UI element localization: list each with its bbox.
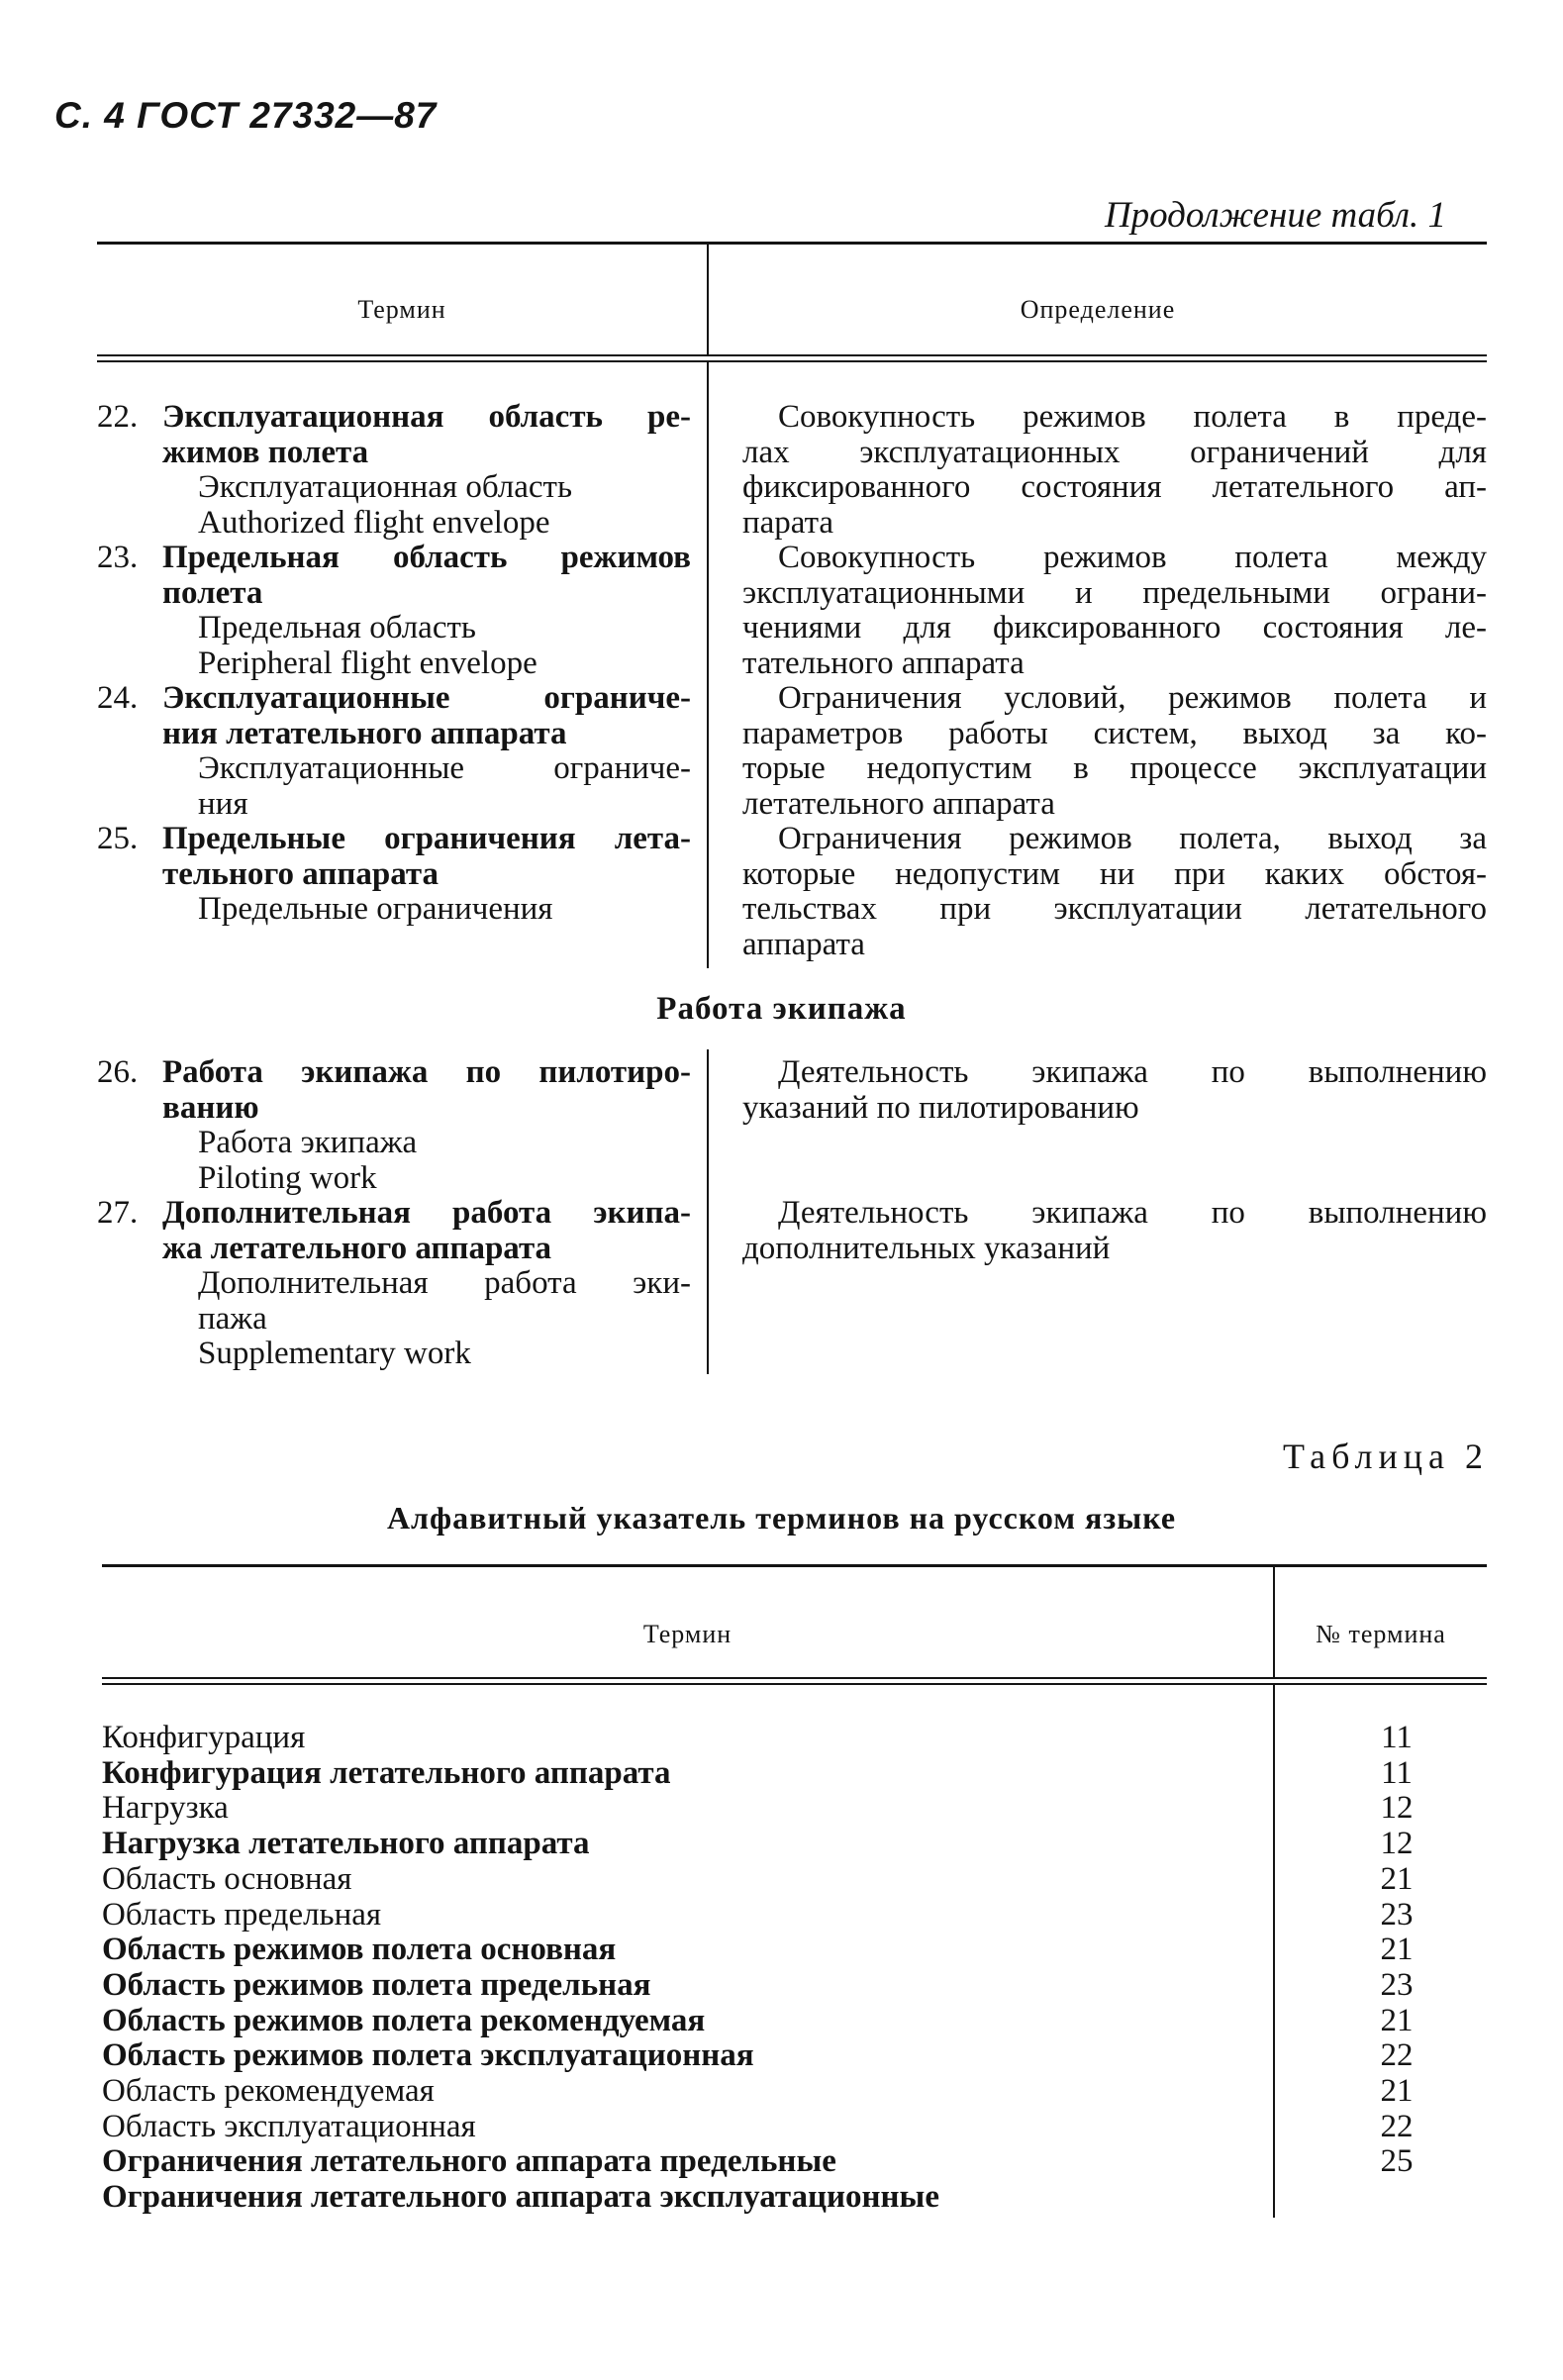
index-term: Нагрузка xyxy=(102,1790,229,1827)
table1-top-rule xyxy=(97,242,1487,245)
term-entry xyxy=(97,822,691,928)
index-term: Область эксплуатационная xyxy=(102,2108,476,2144)
index-term: Область режимов полета эксплуатационная xyxy=(102,2037,754,2074)
term-synonym-line: Piloting work xyxy=(198,1159,377,1196)
term-number: 26. xyxy=(97,1054,139,1090)
table2-term-column-header: Термин xyxy=(642,1620,733,1648)
table1-column-divider xyxy=(707,362,709,968)
term-entry xyxy=(97,1055,691,1196)
term-name-line: Предельная область режимов xyxy=(162,540,691,575)
index-term: Ограничения летательного аппарата эксплуатационные xyxy=(102,2179,939,2216)
term-name-line: Работа экипажа по пилотиро- xyxy=(162,1054,691,1090)
term-synonym-line: Supplementary work xyxy=(198,1336,471,1371)
term-synonym-line: ния xyxy=(198,785,248,822)
definition-line: Ограничения условий, режимов полета и xyxy=(778,680,1487,716)
term-synonym-line: Предельная область xyxy=(198,610,476,645)
term-name-line: полета xyxy=(162,574,263,611)
table1-header-rule xyxy=(97,354,1487,356)
term-synonym-line: Эксплуатационная область xyxy=(198,469,573,505)
index-term-number: 11 xyxy=(1381,1720,1413,1755)
table1-definition-column-header: Определение xyxy=(1020,295,1176,324)
term-name-line: Дополнительная работа экипа- xyxy=(162,1195,691,1231)
definition-line: дополнительных указаний xyxy=(742,1230,1111,1266)
index-term-number: 23 xyxy=(1380,1966,1414,2003)
index-term-number: 12 xyxy=(1380,1790,1414,1827)
term-synonym-line: Эксплуатационные ограниче- xyxy=(198,750,691,786)
term-synonym-line: Предельные ограничения xyxy=(198,891,553,927)
index-term-number: 21 xyxy=(1380,1932,1414,1968)
term-name-line: жа летательного аппарата xyxy=(162,1230,552,1266)
definition-line: чениями для фиксированного состояния ле- xyxy=(742,610,1487,645)
definition-line: лах эксплуатационных ограничений для xyxy=(742,434,1487,470)
term-name-line: ванию xyxy=(162,1089,259,1126)
table2-title: Алфавитный указатель терминов на русском языке xyxy=(386,1500,1177,1536)
definition-entry xyxy=(742,541,1487,681)
index-term-number: 22 xyxy=(1380,2037,1414,2074)
table2-top-rule xyxy=(102,1564,1487,1567)
definition-line: указаний по пилотированию xyxy=(742,1089,1139,1126)
term-name-line: Предельные ограничения лета- xyxy=(162,821,691,856)
index-term-number: 21 xyxy=(1380,2002,1414,2038)
term-synonym-line: Peripheral flight envelope xyxy=(198,645,537,681)
definition-entry xyxy=(742,1055,1487,1126)
table2-header-rule xyxy=(102,1677,1487,1679)
term-body xyxy=(162,400,691,541)
definition-entry xyxy=(742,1196,1487,1266)
definition-line: эксплуатационными и предельными ограни- xyxy=(742,574,1487,611)
term-body xyxy=(162,541,691,681)
term-entry xyxy=(97,400,691,541)
index-term: Конфигурация xyxy=(102,1720,306,1755)
term-entry xyxy=(97,541,691,681)
term-number: 23. xyxy=(97,540,139,575)
index-term-number: 21 xyxy=(1380,1860,1414,1897)
term-name-line: жимов полета xyxy=(162,434,369,470)
term-synonym-line: Authorized flight envelope xyxy=(198,504,550,541)
page-reference: С. 4 ГОСТ 27332—87 xyxy=(54,95,438,136)
definition-line: летательного аппарата xyxy=(742,785,1055,822)
index-term-number: 23 xyxy=(1380,1896,1414,1933)
term-number: 27. xyxy=(97,1195,139,1231)
term-entry xyxy=(97,681,691,822)
term-number: 24. xyxy=(97,680,139,716)
index-term-number: 12 xyxy=(1380,1826,1414,1862)
term-synonym-line: пажа xyxy=(198,1300,267,1337)
definition-line: Совокупность режимов полета в преде- xyxy=(778,399,1487,435)
index-term-number xyxy=(1326,2180,1467,2216)
term-entry xyxy=(97,1196,691,1372)
index-term: Область режимов полета основная xyxy=(102,1932,617,1968)
term-name-line: Эксплуатационная область ре- xyxy=(162,399,691,435)
definition-line: тельствах при эксплуатации летательного xyxy=(742,891,1487,927)
definition-line: которые недопустим ни при каких обстоя- xyxy=(742,855,1487,892)
table-continuation-note: Продолжение табл. 1 xyxy=(1104,195,1446,236)
index-term-number: 22 xyxy=(1380,2108,1414,2144)
table1-term-column-header: Термин xyxy=(357,295,446,324)
term-body xyxy=(162,1196,691,1372)
definition-entry xyxy=(742,822,1487,962)
term-name-line: ния летательного аппарата xyxy=(162,715,567,751)
table2-column-divider xyxy=(1273,1685,1275,2218)
definition-entry xyxy=(742,400,1487,541)
term-number: 25. xyxy=(97,821,139,856)
term-name-line: тельного аппарата xyxy=(162,855,439,892)
term-synonym-line: Дополнительная работа эки- xyxy=(198,1265,691,1301)
index-term: Область режимов полета рекомендуемая xyxy=(102,2002,706,2038)
table2-header-rule-double xyxy=(102,1683,1487,1685)
table1-term-column xyxy=(97,400,691,928)
term-name-line: Эксплуатационные ограниче- xyxy=(162,680,691,716)
section-title: Работа экипажа xyxy=(656,991,907,1027)
index-term: Область основная xyxy=(102,1860,352,1897)
definition-line: Деятельность экипажа по выполнению xyxy=(778,1195,1487,1231)
term-synonym-line: Работа экипажа xyxy=(198,1125,418,1160)
index-term: Ограничения летательного аппарата предельные xyxy=(102,2143,836,2180)
table1-definition-column xyxy=(742,400,1487,962)
table2-number-list xyxy=(1326,1721,1467,2216)
index-term: Нагрузка летательного аппарата xyxy=(102,1826,590,1862)
table2-number-column-header: № термина xyxy=(1316,1620,1446,1648)
table1-term-column-section2 xyxy=(97,1055,691,1372)
index-term-number: 11 xyxy=(1381,1754,1413,1791)
definition-entry xyxy=(742,681,1487,822)
table2-label: Таблица 2 xyxy=(1283,1437,1489,1476)
term-number: 22. xyxy=(97,399,139,435)
definition-line: параметров работы систем, выход за ко- xyxy=(742,715,1487,751)
index-term: Область режимов полета предельная xyxy=(102,1966,651,2003)
table1-header-rule-double xyxy=(97,360,1487,362)
definition-line: фиксированного состояния летательного ап- xyxy=(742,469,1487,505)
table1-definition-column-section2 xyxy=(742,1055,1487,1266)
definition-line: тательного аппарата xyxy=(742,645,1025,681)
table1-column-divider-section2 xyxy=(707,1049,709,1374)
definition-line: Совокупность режимов полета между xyxy=(778,540,1487,575)
term-body xyxy=(162,822,691,928)
definition-line: парата xyxy=(742,504,834,541)
definition-line: Ограничения режимов полета, выход за xyxy=(778,821,1487,856)
index-term: Область рекомендуемая xyxy=(102,2073,435,2110)
definition-line: торые недопустим в процессе эксплуатации xyxy=(742,750,1487,786)
index-term: Область предельная xyxy=(102,1896,382,1933)
index-term: Конфигурация летательного аппарата xyxy=(102,1754,671,1791)
term-body xyxy=(162,1055,691,1196)
index-term-number: 25 xyxy=(1380,2143,1414,2180)
definition-line: аппарата xyxy=(742,926,865,962)
index-term-number: 21 xyxy=(1380,2073,1414,2110)
table2-term-list xyxy=(102,1721,939,2216)
definition-line: Деятельность экипажа по выполнению xyxy=(778,1054,1487,1090)
term-body xyxy=(162,681,691,822)
